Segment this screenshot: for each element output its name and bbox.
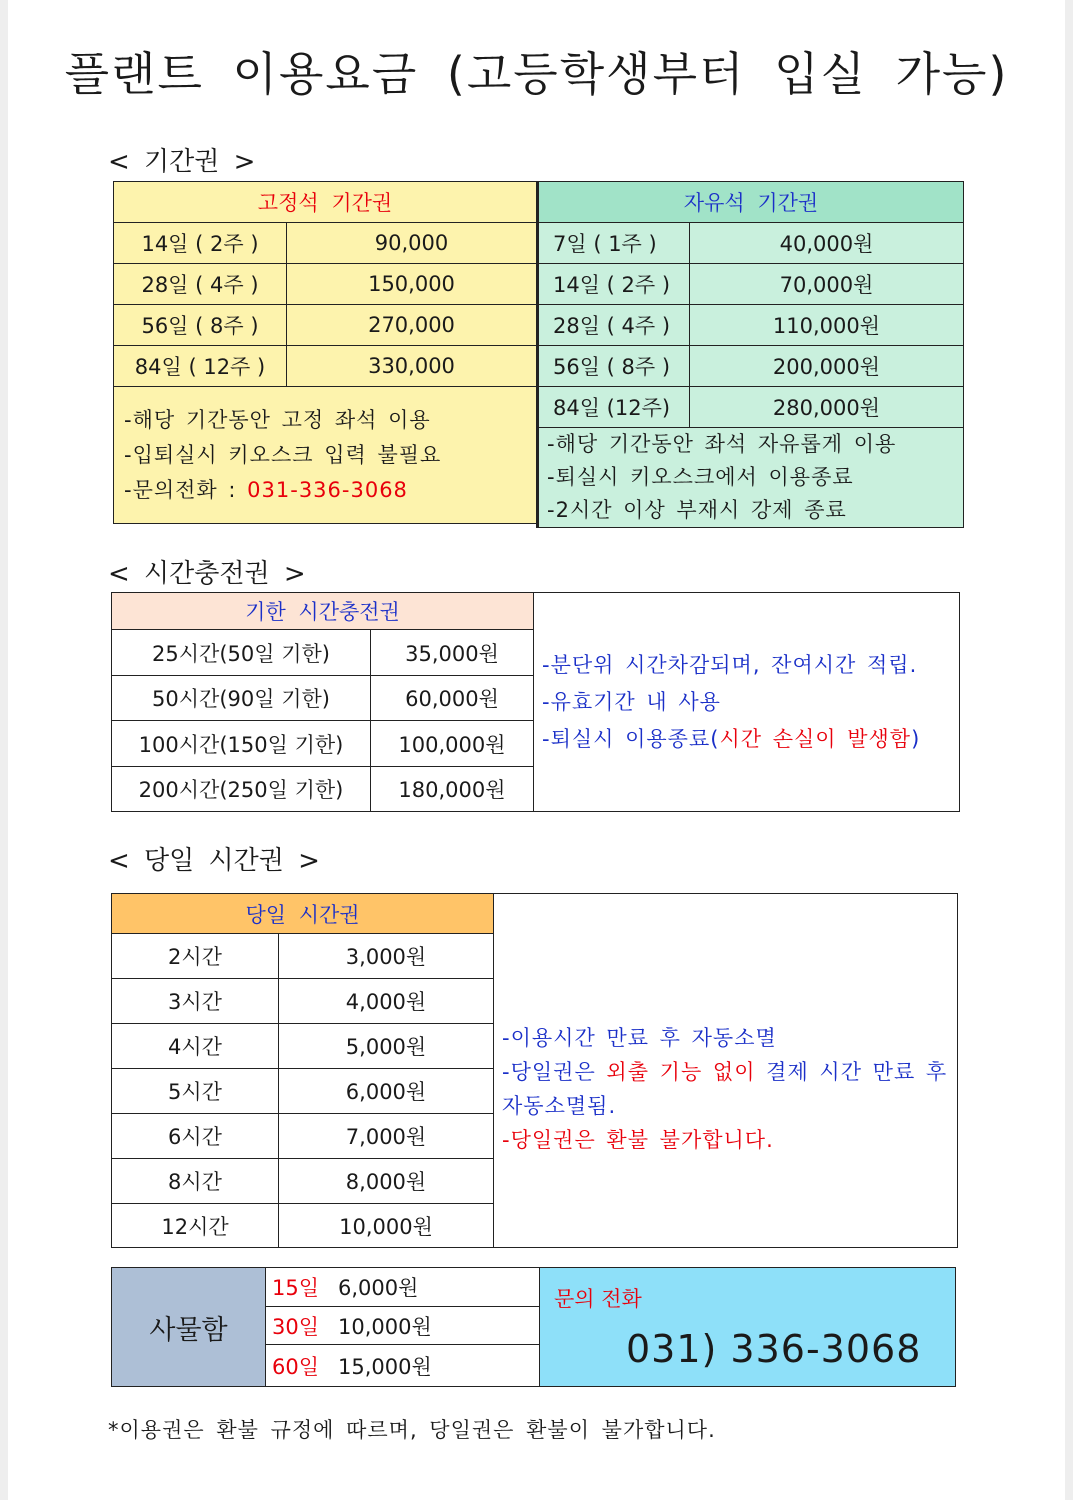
table-row xyxy=(538,264,964,305)
locker-price: 10,000원 xyxy=(338,1314,432,1339)
note-text: -퇴실시 이용종료( xyxy=(542,726,720,751)
free-seat-header: 자유석 기간권 xyxy=(538,182,964,223)
note-line xyxy=(502,1055,949,1089)
note-line: -당일권은 환불 불가합니다. xyxy=(502,1127,774,1152)
page-title: 플랜트 이용요금 (고등학생부터 입실 가능) xyxy=(64,47,1009,101)
note-line: -해당 기간동안 좌석 자유롭게 이용 xyxy=(547,432,897,456)
note-line: -분단위 시간차감되며, 잔여시간 적립. xyxy=(542,652,918,677)
section-heading-period: < 기간권 > xyxy=(108,147,256,177)
duration-cell: 200시간(250일 기한) xyxy=(112,767,371,812)
charge-table xyxy=(111,592,960,812)
free-seat-notes xyxy=(538,428,964,528)
price-cell: 4,000원 xyxy=(279,979,494,1024)
duration-cell: 8시간 xyxy=(112,1159,279,1204)
note-line xyxy=(542,721,951,758)
locker-price: 6,000원 xyxy=(338,1276,419,1300)
table-row xyxy=(538,305,964,346)
contact-label: 문의 전화 xyxy=(554,1287,642,1311)
locker-days: 60일 xyxy=(272,1354,320,1379)
phone-number: 031-336-3068 xyxy=(247,477,408,502)
page-edge-left xyxy=(0,0,8,1500)
locker-label: 사물함 xyxy=(112,1268,266,1387)
price-cell: 10,000원 xyxy=(279,1204,494,1248)
duration-cell: 25시간(50일 기한) xyxy=(112,630,371,676)
table-row xyxy=(114,223,537,264)
page-edge-right xyxy=(1065,0,1073,1500)
locker-days: 15일 xyxy=(272,1276,320,1300)
note-line: -유효기간 내 사용 xyxy=(542,689,721,714)
price-cell: 200,000원 xyxy=(690,346,964,387)
contact-box xyxy=(540,1268,956,1387)
duration-cell: 100시간(150일 기한) xyxy=(112,721,371,767)
duration-cell: 14일 ( 2주 ) xyxy=(114,223,287,264)
price-cell: 90,000 xyxy=(287,223,537,264)
table-row xyxy=(114,305,537,346)
duration-cell: 7일 ( 1주 ) xyxy=(538,223,690,264)
locker-row xyxy=(266,1345,540,1387)
note-line: -입퇴실시 키오스크 입력 불필요 xyxy=(124,442,442,467)
daily-table xyxy=(111,893,958,1248)
fixed-seat-table xyxy=(113,181,537,524)
price-cell: 40,000원 xyxy=(690,223,964,264)
price-cell: 5,000원 xyxy=(279,1024,494,1069)
price-cell: 330,000 xyxy=(287,346,537,387)
price-cell: 180,000원 xyxy=(371,767,534,812)
table-row xyxy=(538,387,964,428)
fixed-seat-notes xyxy=(114,387,537,524)
locker-table xyxy=(111,1267,956,1387)
locker-days: 30일 xyxy=(272,1314,320,1339)
note-warning: 시간 손실이 발생함 xyxy=(719,726,912,751)
duration-cell: 14일 ( 2주 ) xyxy=(538,264,690,305)
section-heading-charge: < 시간충전권 > xyxy=(108,559,306,589)
free-seat-table xyxy=(536,181,964,528)
duration-cell: 84일 (12주) xyxy=(538,387,690,428)
duration-cell: 2시간 xyxy=(112,934,279,979)
price-cell: 110,000원 xyxy=(690,305,964,346)
locker-row xyxy=(266,1268,540,1307)
duration-cell: 50시간(90일 기한) xyxy=(112,676,371,721)
charge-notes xyxy=(534,593,960,812)
note-warning: 외출 기능 없이 xyxy=(606,1059,756,1084)
daily-notes xyxy=(494,894,958,1248)
note-line: -이용시간 만료 후 자동소멸 xyxy=(502,1025,777,1050)
note-line: 자동소멸됨. xyxy=(502,1093,617,1118)
duration-cell: 3시간 xyxy=(112,979,279,1024)
fixed-seat-header: 고정석 기간권 xyxy=(114,182,537,223)
note-text: ) xyxy=(911,726,921,751)
price-cell: 35,000원 xyxy=(371,630,534,676)
price-cell: 8,000원 xyxy=(279,1159,494,1204)
footer-note: *이용권은 환불 규정에 따르며, 당일권은 환불이 불가합니다. xyxy=(108,1418,716,1442)
note-text: -당일권은 xyxy=(502,1059,607,1084)
price-cell: 6,000원 xyxy=(279,1069,494,1114)
price-cell: 3,000원 xyxy=(279,934,494,979)
charge-header: 기한 시간충전권 xyxy=(112,593,534,630)
table-row xyxy=(538,223,964,264)
table-row xyxy=(114,346,537,387)
phone-label: -문의전화 : xyxy=(124,477,248,502)
duration-cell: 28일 ( 4주 ) xyxy=(114,264,287,305)
price-cell: 70,000원 xyxy=(690,264,964,305)
price-cell: 100,000원 xyxy=(371,721,534,767)
duration-cell: 56일 ( 8주 ) xyxy=(114,305,287,346)
duration-cell: 28일 ( 4주 ) xyxy=(538,305,690,346)
contact-phone: 031) 336-3068 xyxy=(626,1327,922,1371)
duration-cell: 12시간 xyxy=(112,1204,279,1248)
locker-price: 15,000원 xyxy=(338,1354,432,1379)
table-row xyxy=(114,264,537,305)
note-line: -2시간 이상 부재시 강제 종료 xyxy=(547,498,847,522)
duration-cell: 84일 ( 12주 ) xyxy=(114,346,287,387)
daily-header: 당일 시간권 xyxy=(112,894,494,934)
duration-cell: 4시간 xyxy=(112,1024,279,1069)
price-cell: 270,000 xyxy=(287,305,537,346)
locker-row xyxy=(266,1307,540,1345)
duration-cell: 6시간 xyxy=(112,1114,279,1159)
duration-cell: 5시간 xyxy=(112,1069,279,1114)
section-heading-daily: < 당일 시간권 > xyxy=(108,846,320,876)
price-cell: 7,000원 xyxy=(279,1114,494,1159)
duration-cell: 56일 ( 8주 ) xyxy=(538,346,690,387)
note-line xyxy=(124,473,526,508)
note-text: 결제 시간 만료 후 xyxy=(755,1059,948,1084)
table-row xyxy=(538,346,964,387)
price-cell: 150,000 xyxy=(287,264,537,305)
price-cell: 60,000원 xyxy=(371,676,534,721)
note-line: -퇴실시 키오스크에서 이용종료 xyxy=(547,465,854,489)
note-line: -해당 기간동안 고정 좌석 이용 xyxy=(124,407,431,432)
price-cell: 280,000원 xyxy=(690,387,964,428)
